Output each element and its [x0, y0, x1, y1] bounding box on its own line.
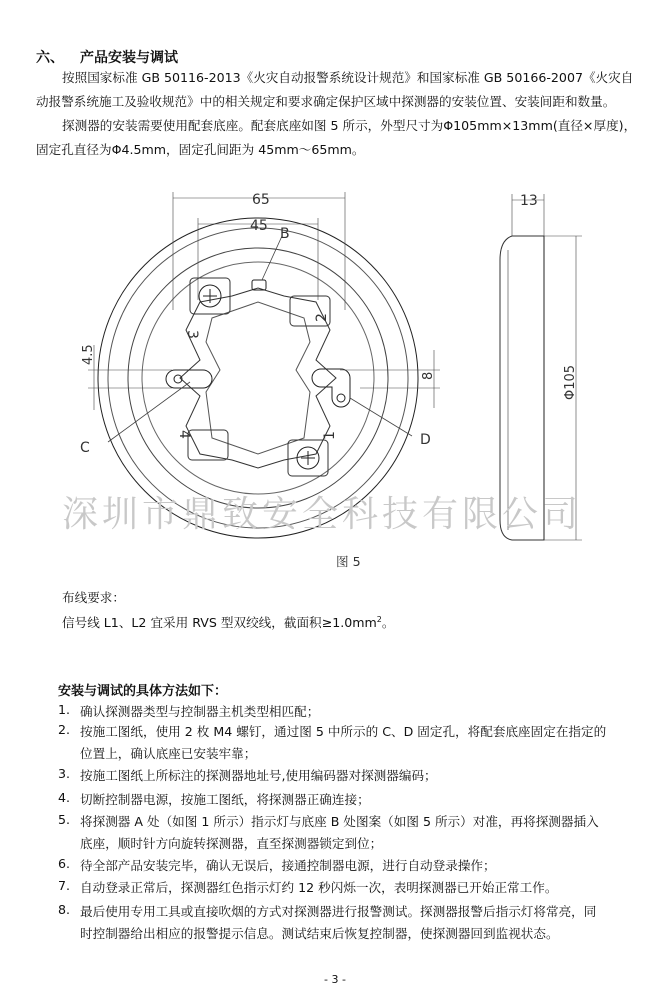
section-number: 六、	[36, 50, 64, 66]
label-c: C	[80, 440, 90, 456]
step-text: 将探测器 A 处（如图 1 所示）指示灯与底座 B 处图案（如图 5 所示）对准，再将探测器插入	[80, 814, 599, 829]
intro-p2-line2: 固定孔直径为Φ4.5mm，固定孔间距为 45mm～65mm。	[36, 142, 365, 157]
step-text: 自动登录正常后，探测器红色指示灯约 12 秒闪烁一次，表明探测器已开始正常工作。	[80, 880, 558, 895]
step-text-continued: 位置上，确认底座已安装牢靠；	[80, 746, 257, 761]
wiring-end: 。	[381, 615, 395, 631]
intro-p1-line2: 动报警系统施工及验收规范》中的相关规定和要求确定保护区域中探测器的安装位置、安装间距和数量。	[36, 94, 616, 109]
step-text: 确认探测器类型与控制器主机类型相匹配；	[80, 704, 320, 719]
label-n2: 2	[314, 313, 330, 322]
wiring-text-body: 信号线 L1、L2 宜采用 RVS 型双绞线，截面积≥1.0mm	[62, 615, 377, 631]
wiring-text	[62, 610, 394, 632]
intro-p1-line1: 按照国家标准 GB 50116-2013《火灾自动报警系统设计规范》和国家标准 GB 50166-2007《火灾自	[62, 70, 634, 85]
step-text: 按施工图纸上所标注的探测器地址号,使用编码器对探测器编码；	[80, 768, 437, 783]
step-number: 8.	[58, 902, 71, 917]
step-number: 5.	[58, 812, 71, 827]
label-n3: 3	[184, 330, 200, 339]
dim-45: 45	[250, 218, 268, 234]
step-number: 3.	[58, 766, 71, 781]
intro-p2-line1: 探测器的安装需要使用配套底座。配套底座如图 5 所示，外型尺寸为Φ105mm×13mm(直径×厚度)，	[62, 118, 637, 133]
base-center-body	[180, 288, 336, 468]
step-text-continued: 时控制器给出相应的报警提示信息。测试结束后恢复控制器，使探测器回到监视状态。	[80, 926, 559, 941]
step-text: 待全部产品安装完毕，确认无误后，接通控制器电源，进行自动登录操作；	[80, 858, 496, 873]
label-n4: 4	[176, 430, 192, 439]
label-b: B	[280, 226, 290, 242]
dim-65: 65	[252, 192, 270, 208]
step-number: 7.	[58, 878, 71, 893]
label-n1: 1	[322, 431, 338, 440]
base-inner-ring-2	[142, 262, 374, 494]
slot-c	[166, 370, 212, 388]
dim-13: 13	[520, 193, 538, 209]
step-number: 6.	[58, 856, 71, 871]
steps-title: 安装与调试的具体方法如下：	[58, 684, 228, 699]
step-number: 1.	[58, 702, 71, 717]
wiring-title: 布线要求：	[62, 590, 125, 605]
page-number: - 3 -	[324, 973, 346, 986]
dim-8: 8	[421, 371, 436, 380]
dim-4-5: 4.5	[81, 344, 96, 365]
section-title: 产品安装与调试	[80, 50, 178, 66]
wiring-sup: 2	[376, 615, 382, 624]
base-outer-ring-2	[108, 228, 408, 528]
step-text: 切断控制器电源，按施工图纸，将探测器正确连接；	[80, 792, 370, 807]
watermark: 深圳市鼎致安全科技有限公司	[62, 494, 583, 535]
step-text-continued: 底座，顺时针方向旋转探测器，直至探测器锁定到位；	[80, 836, 383, 851]
dim-105: Φ105	[563, 364, 578, 400]
base-inner-ring	[128, 248, 388, 508]
step-text: 最后使用专用工具或直接吹烟的方式对探测器进行报警测试。探测器报警后指示灯将常亮，同	[80, 904, 597, 919]
label-d: D	[420, 432, 431, 448]
slot-d	[312, 369, 350, 407]
figure-caption: 图 5	[336, 554, 361, 569]
step-number: 4.	[58, 790, 71, 805]
step-number: 2.	[58, 722, 71, 737]
step-text: 按施工图纸，使用 2 枚 M4 螺钉，通过图 5 中所示的 C、D 固定孔，将配套底座固定在指定的	[80, 724, 607, 739]
